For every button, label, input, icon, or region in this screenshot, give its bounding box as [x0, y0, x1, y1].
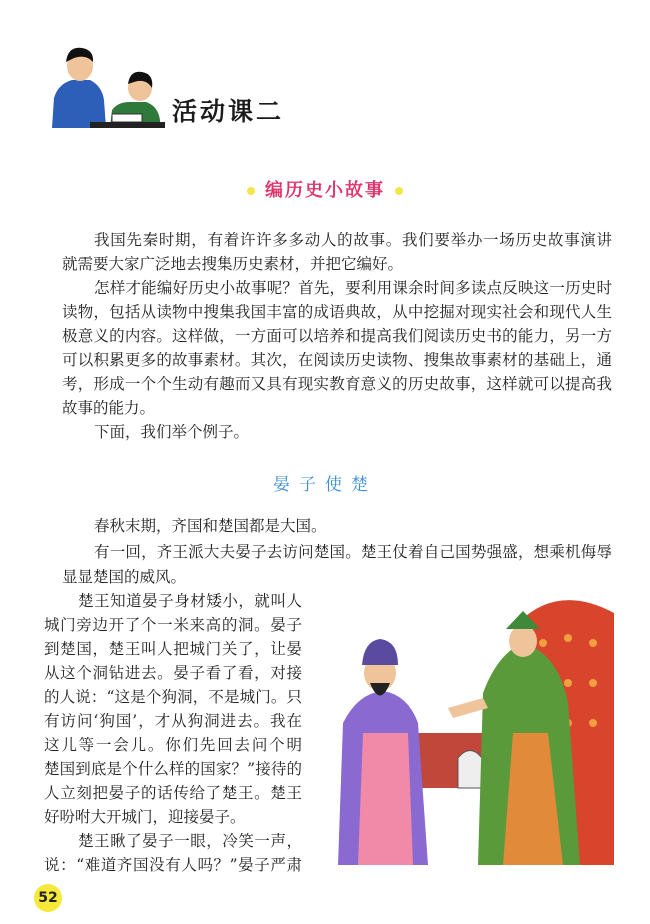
lesson-title: 活动课二 — [172, 97, 285, 126]
text-line: 好吩咐大开城门，迎接晏子。 — [44, 808, 246, 826]
text-line: 这儿等一会儿。你们先回去问个明 — [44, 736, 302, 754]
text-line: 楚王瞅了晏子一眼，冷笑一声， — [78, 832, 302, 850]
text-line: 极意义的内容。这样做，一方面可以培养和提高我们阅读历史书的能力，另一方 — [62, 327, 612, 345]
text-line: 下面，我们举个例子。 — [94, 423, 250, 441]
text-line: 读物，包括从读物中搜集我国丰富的成语典故，从中挖掘对现实社会和现代人生 — [62, 303, 612, 321]
text-line: 的人说：“这是个狗洞，不是城门。只 — [44, 688, 302, 706]
text-line: 楚国到底是个什么样的国家？”接待的 — [44, 760, 302, 778]
text-line: 人立刻把晏子的话传给了楚王。楚王 — [44, 784, 302, 802]
text-line: 可以积累更多的故事素材。其次，在阅读历史读物、搜集故事素材的基础上，通 — [62, 351, 612, 369]
text-line: 就需要大家广泛地去搜集历史素材，并把它编好。 — [62, 255, 404, 273]
story-title: 晏子使楚 — [273, 475, 377, 495]
text-line: 考，形成一个个生动有趣而又具有现实教育意义的历史故事，这样就可以提高我 — [62, 375, 612, 393]
text-line: 显显楚国的威风。 — [62, 568, 187, 586]
text-line: 说：“难道齐国没有人吗？”晏子严肃 — [44, 856, 302, 874]
topic-title: 编历史小故事 — [265, 180, 385, 201]
text-line: 怎样才能编好历史小故事呢？首先，要利用课余时间多读点反映这一历史时 — [94, 279, 612, 297]
text-line: 有访问‘狗国’，才从狗洞进去。我在 — [44, 712, 302, 730]
bullet-dot-icon — [247, 187, 255, 195]
text-line: 我国先秦时期，有着许许多多动人的故事。我们要举办一场历史故事演讲 — [94, 231, 612, 249]
text-line: 城门旁边开了个一米来高的洞。晏子 — [44, 616, 302, 634]
text-line: 故事的能力。 — [62, 399, 156, 417]
bullet-dot-icon — [395, 187, 403, 195]
topic-heading — [0, 176, 650, 202]
text-line: 春秋末期，齐国和楚国都是大国。 — [94, 517, 327, 535]
two-boys-illustration — [50, 40, 165, 130]
text-line: 从这个洞钻进去。晏子看了看，对接 — [44, 664, 302, 682]
text-line: 到楚国，楚王叫人把城门关了，让晏 — [44, 640, 302, 658]
text-line: 楚王知道晏子身材矮小，就叫人 — [78, 592, 302, 610]
yanzi-story-illustration — [318, 583, 614, 865]
text-line: 有一回，齐王派大夫晏子去访问楚国。楚王仗着自己国势强盛，想乘机侮辱 — [94, 542, 612, 561]
page-number: 52 — [34, 884, 62, 912]
